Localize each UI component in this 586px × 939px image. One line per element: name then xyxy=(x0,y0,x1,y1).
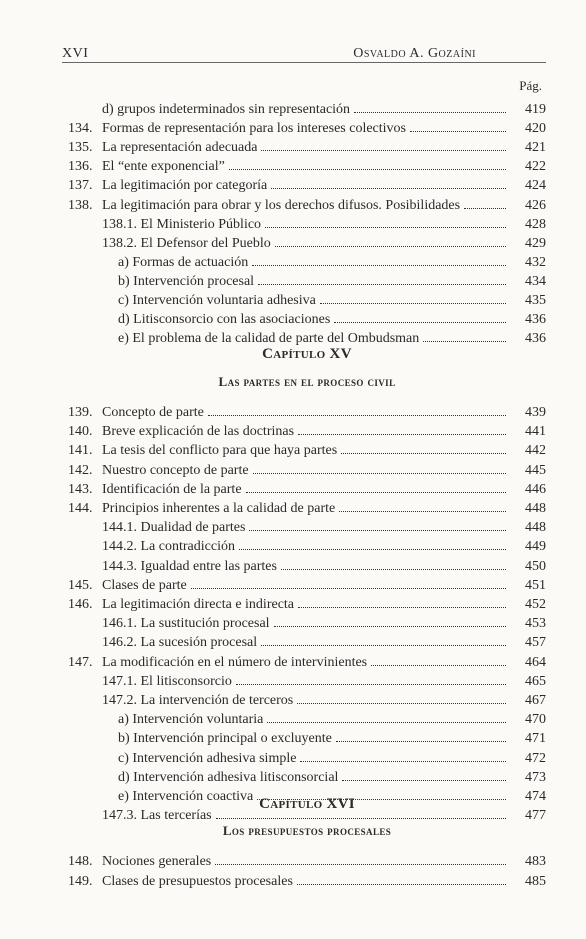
entry-title: c) Intervención adhesiva simple xyxy=(118,750,297,766)
entry-title: Breve explicación de las doctrinas xyxy=(102,424,295,440)
entry-page-number: 424 xyxy=(525,178,546,194)
entry-page-number: 448 xyxy=(525,501,546,516)
entry-page-number: 453 xyxy=(525,616,546,632)
entry-title: 147.2. La intervención de terceros xyxy=(102,693,294,708)
toc-entry xyxy=(68,729,546,749)
toc-entry xyxy=(68,557,546,577)
entry-page-number: 450 xyxy=(525,558,546,574)
toc-entry xyxy=(68,749,546,769)
header-page-number: XVI xyxy=(62,46,89,61)
entry-number: 148. xyxy=(68,854,93,869)
entry-title: 144.1. Dualidad de partes xyxy=(102,520,246,536)
entry-number: 139. xyxy=(68,405,93,420)
dot-leader xyxy=(253,473,506,474)
entry-page-number: 474 xyxy=(525,789,546,804)
entry-title: Nociones generales xyxy=(102,854,212,869)
toc-entry xyxy=(68,691,546,711)
dot-leader xyxy=(339,511,506,512)
entry-page-number: 471 xyxy=(525,731,546,747)
dot-leader xyxy=(334,322,506,323)
chapter-16-title: Capítulo XVI xyxy=(259,796,355,812)
entry-number: 134. xyxy=(68,121,93,137)
entry-title: d) Litisconsorcio con las asociaciones xyxy=(118,312,331,328)
dot-leader xyxy=(216,818,506,819)
entry-title: 147.1. El litisconsorcio xyxy=(102,673,232,689)
dot-leader xyxy=(410,131,506,132)
toc-entry xyxy=(68,537,546,557)
entry-page-number: 465 xyxy=(525,673,546,689)
dot-leader xyxy=(261,645,506,646)
toc-entry xyxy=(68,157,546,177)
entry-page-number: 422 xyxy=(525,159,546,175)
entry-title: Clases de presupuestos procesales xyxy=(102,874,293,889)
entry-title: La representación adecuada xyxy=(102,140,258,156)
table-of-contents xyxy=(68,0,546,939)
entry-page-number: 439 xyxy=(525,405,546,420)
toc-entry xyxy=(68,710,546,730)
entry-page-number: 419 xyxy=(525,102,546,117)
entry-page-number: 467 xyxy=(525,693,546,708)
entry-title: Identificación de la parte xyxy=(102,481,242,497)
entry-title: 146.1. La sustitución procesal xyxy=(102,616,270,632)
entry-title: e) Intervención coactiva xyxy=(118,789,254,804)
dot-leader xyxy=(297,884,506,885)
entry-title: a) Intervención voluntaria xyxy=(118,712,264,728)
toc-entry xyxy=(68,215,546,235)
entry-title: a) Formas de actuación xyxy=(118,254,249,270)
entry-number: 144. xyxy=(68,501,93,516)
toc-entry xyxy=(68,576,546,596)
entry-title: d) grupos indeterminados sin representación xyxy=(102,102,351,117)
toc-entry xyxy=(68,806,546,826)
dot-leader xyxy=(342,780,506,781)
entry-page-number: 434 xyxy=(525,273,546,289)
toc-entry xyxy=(68,253,546,273)
toc-entry xyxy=(68,176,546,196)
dot-leader xyxy=(246,492,506,493)
dot-leader xyxy=(267,722,506,723)
entry-title: Nuestro concepto de parte xyxy=(102,462,249,478)
dot-leader xyxy=(239,549,506,550)
toc-entry xyxy=(68,518,546,538)
entry-page-number: 428 xyxy=(525,216,546,232)
dot-leader xyxy=(274,626,506,627)
header-author: Osvaldo A. Gozaíni xyxy=(353,46,476,61)
entry-title: La legitimación para obrar y los derechos difusos. Posibilidades xyxy=(102,197,461,213)
entry-page-number: 451 xyxy=(525,577,546,593)
entry-title: b) Intervención procesal xyxy=(118,273,255,289)
entry-title: Concepto de parte xyxy=(102,405,204,420)
entry-page-number: 432 xyxy=(525,254,546,270)
dot-leader xyxy=(257,799,506,800)
entry-title: d) Intervención adhesiva litisconsorcial xyxy=(118,769,339,785)
chapter-16-subtitle: Los presupuestos procesales xyxy=(222,823,392,838)
entry-title: El “ente exponencial” xyxy=(102,159,225,175)
dot-leader xyxy=(341,453,506,454)
dot-leader xyxy=(265,227,506,228)
toc-entry xyxy=(68,595,546,615)
entry-title: 144.2. La contradicción xyxy=(102,539,235,555)
dot-leader xyxy=(252,265,506,266)
entry-page-number: 429 xyxy=(525,235,546,251)
toc-entry xyxy=(68,480,546,500)
toc-entry xyxy=(68,461,546,481)
entry-page-number: 483 xyxy=(525,854,546,869)
entry-title: La modificación en el número de intervinientes xyxy=(102,654,368,670)
entry-title: 138.1. El Ministerio Público xyxy=(102,216,262,232)
toc-entry xyxy=(68,441,546,461)
entry-number: 146. xyxy=(68,597,93,612)
toc-entry xyxy=(68,234,546,254)
dot-leader xyxy=(215,864,506,865)
entry-title: Principios inherentes a la calidad de parte xyxy=(102,501,336,516)
entry-page-number: 452 xyxy=(525,597,546,612)
entry-page-number: 421 xyxy=(525,140,546,156)
entry-title: Formas de representación para los intereses colectivos xyxy=(102,121,407,137)
toc-entry xyxy=(68,291,546,311)
dot-leader xyxy=(297,703,506,704)
toc-entry xyxy=(68,614,546,634)
entry-page-number: 457 xyxy=(525,635,546,651)
entry-page-number: 426 xyxy=(525,197,546,213)
entry-page-number: 448 xyxy=(525,520,546,536)
dot-leader xyxy=(354,112,506,113)
dot-leader xyxy=(261,150,506,151)
entry-title: 138.2. El Defensor del Pueblo xyxy=(102,235,271,251)
entry-number: 140. xyxy=(68,424,93,440)
entry-title: e) El problema de la calidad de parte del Ombudsman xyxy=(118,331,420,347)
entry-title: 147.3. Las tercerías xyxy=(102,808,212,824)
toc-entry xyxy=(68,138,546,158)
entry-page-number: 436 xyxy=(525,312,546,328)
dot-leader xyxy=(208,415,506,416)
toc-entry xyxy=(68,272,546,292)
dot-leader xyxy=(271,188,506,189)
entry-title: La tesis del conflicto para que haya partes xyxy=(102,443,338,459)
entry-number: 147. xyxy=(68,654,93,670)
entry-number: 135. xyxy=(68,140,93,156)
dot-leader xyxy=(371,665,506,666)
entry-page-number: 420 xyxy=(525,121,546,137)
dot-leader xyxy=(298,434,506,435)
dot-leader xyxy=(229,169,506,170)
entry-title: La legitimación por categoría xyxy=(102,178,268,194)
toc-entry xyxy=(68,196,546,216)
dot-leader xyxy=(258,284,506,285)
toc-entry xyxy=(68,403,546,423)
dot-leader xyxy=(423,341,506,342)
dot-leader xyxy=(191,588,506,589)
toc-entry xyxy=(68,422,546,442)
entry-page-number: 445 xyxy=(525,462,546,478)
entry-number: 138. xyxy=(68,197,93,213)
entry-page-number: 436 xyxy=(525,331,546,347)
entry-page-number: 473 xyxy=(525,769,546,785)
entry-number: 142. xyxy=(68,462,93,478)
toc-entry xyxy=(68,653,546,673)
dot-leader xyxy=(236,684,506,685)
dot-leader xyxy=(336,741,506,742)
entry-title: c) Intervención voluntaria adhesiva xyxy=(118,293,316,308)
toc-entry xyxy=(68,119,546,139)
chapter-15-subtitle: Las partes en el proceso civil xyxy=(218,374,396,389)
dot-leader xyxy=(300,761,506,762)
entry-number: 141. xyxy=(68,443,93,459)
entry-number: 143. xyxy=(68,481,93,497)
entry-title: 146.2. La sucesión procesal xyxy=(102,635,258,651)
entry-page-number: 472 xyxy=(525,750,546,766)
toc-entry xyxy=(68,672,546,692)
entry-number: 137. xyxy=(68,178,93,194)
entry-page-number: 464 xyxy=(525,654,546,670)
entry-number: 136. xyxy=(68,159,93,175)
dot-leader xyxy=(464,208,506,209)
toc-entry xyxy=(68,787,546,807)
entry-page-number: 477 xyxy=(525,808,546,824)
entry-title: Clases de parte xyxy=(102,577,187,593)
dot-leader xyxy=(320,303,506,304)
dot-leader xyxy=(249,530,506,531)
toc-entry xyxy=(68,100,546,120)
entry-page-number: 446 xyxy=(525,481,546,497)
dot-leader xyxy=(281,569,506,570)
entry-title: 144.3. Igualdad entre las partes xyxy=(102,558,277,574)
toc-entry xyxy=(68,499,546,519)
toc-entry xyxy=(68,852,546,872)
toc-entry xyxy=(68,872,546,892)
toc-entry xyxy=(68,633,546,653)
entry-page-number: 485 xyxy=(525,874,546,889)
chapter-15-title: Capítulo XV xyxy=(262,346,352,362)
entry-title: La legitimación directa e indirecta xyxy=(102,597,295,612)
entry-number: 145. xyxy=(68,577,93,593)
toc-entry xyxy=(68,768,546,788)
dot-leader xyxy=(298,607,506,608)
toc-entry xyxy=(68,329,546,349)
entry-page-number: 470 xyxy=(525,712,546,728)
entry-page-number: 441 xyxy=(525,424,546,440)
dot-leader xyxy=(275,246,506,247)
entry-number: 149. xyxy=(68,874,93,889)
entry-page-number: 442 xyxy=(525,443,546,459)
toc-entry xyxy=(68,310,546,330)
entry-title: b) Intervención principal o excluyente xyxy=(118,731,332,747)
page-column-label: Pág. xyxy=(519,78,542,93)
entry-page-number: 435 xyxy=(525,293,546,308)
entry-page-number: 449 xyxy=(525,539,546,555)
